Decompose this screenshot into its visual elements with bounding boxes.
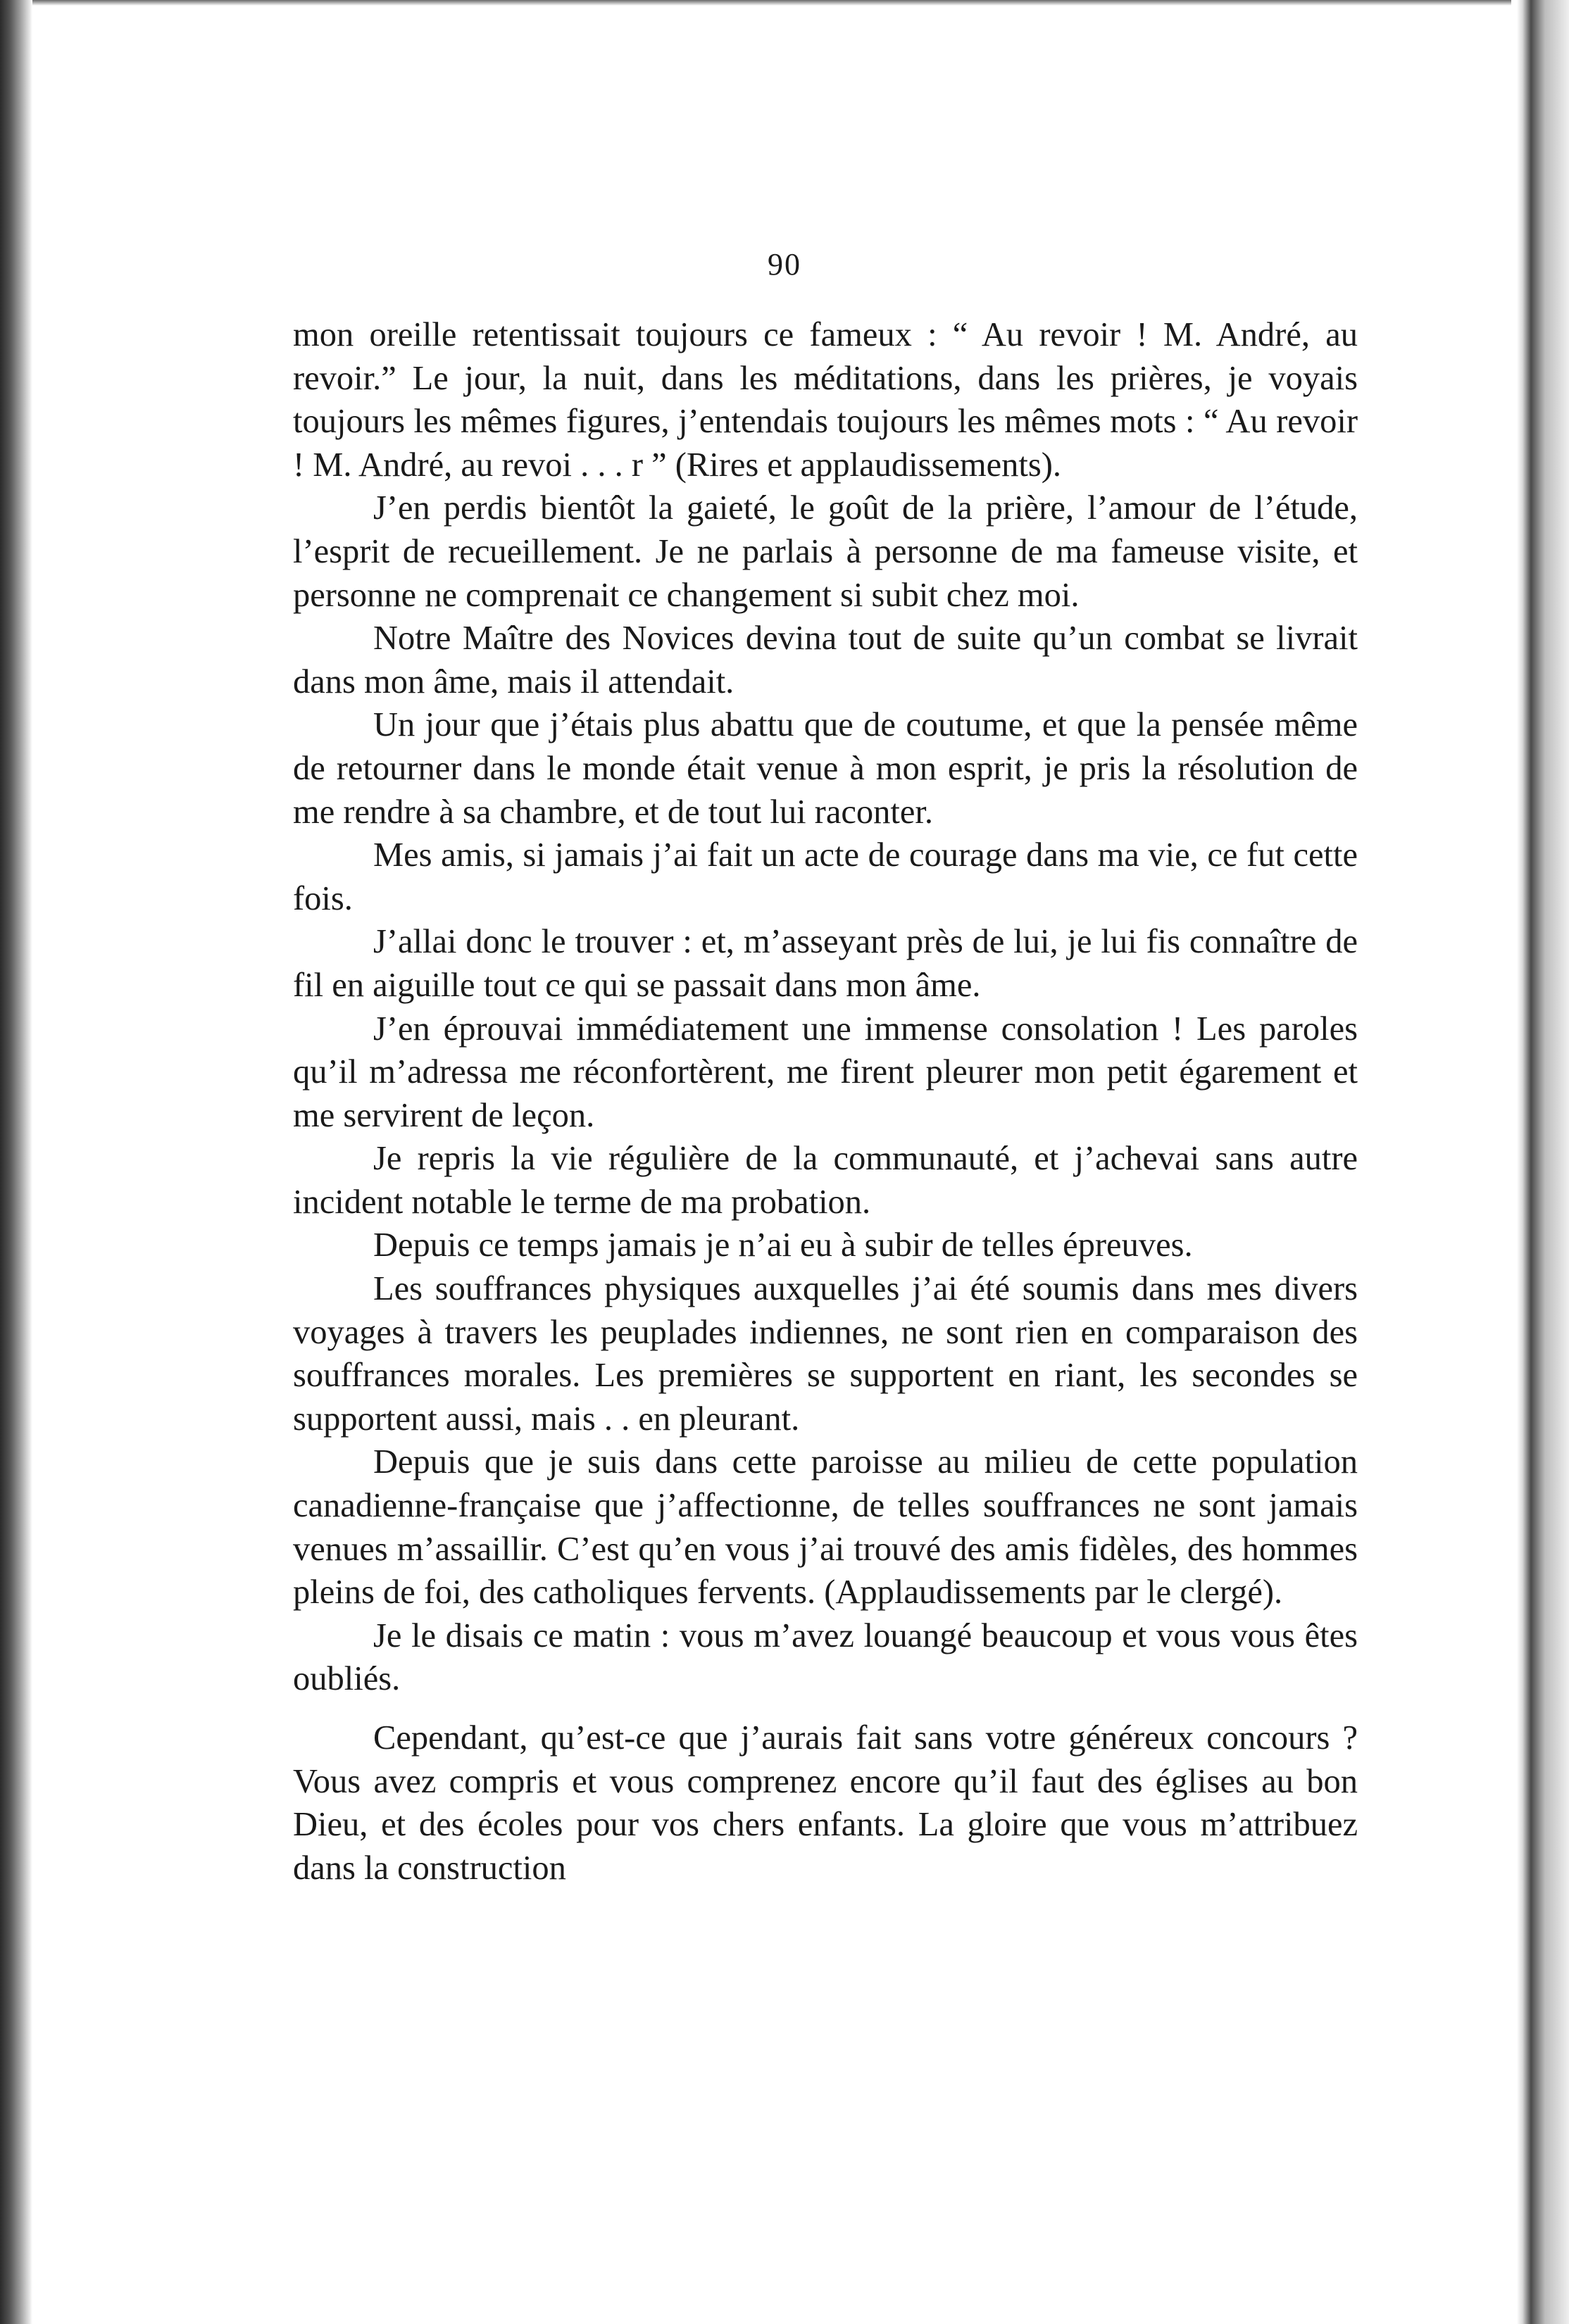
paragraph-5: Mes amis, si jamais j’ai fait un acte de courage dans ma vie, ce fut cette fois. (293, 836, 1358, 917)
paragraph-9: Depuis ce temps jamais je n’ai eu à subir de telles épreuves. (373, 1226, 1193, 1264)
scan-edge-top (32, 0, 1511, 6)
paragraph-1: mon oreille retentissait toujours ce fameux : “ Au revoir ! M. André, au revoir.” Le jour, la nuit, dans les méditations, dans les prières, je voyais toujours les mêmes figures, j’entendais toujours les mêmes mots : “ Au revoir ! M. André, au revoi . . . r ” (Rires et applaudissements). (293, 316, 1358, 484)
paragraph-8: Je repris la vie régulière de la communauté, et j’achevai sans autre incident notable le terme de ma probation. (293, 1140, 1358, 1221)
paragraph-10: Les souffrances physiques auxquelles j’ai été soumis dans mes divers voyages à travers les peuplades indiennes, ne sont rien en comparaison des souffrances morales. Les premières se supportent en riant, les secondes se supportent aussi, mais . . en pleurant. (293, 1270, 1358, 1438)
paragraph-11: Depuis que je suis dans cette paroisse au milieu de cette population canadienne-française que j’affectionne, de telles souffrances ne sont jamais venues m’assaillir. C’est qu’en vous j’ai trouvé des amis fidèles, des hommes pleins de foi, des catholiques fervents. (Applaudissements par le clergé). (293, 1443, 1358, 1612)
paragraph-12: Je le disais ce matin : vous m’avez louangé beaucoup et vous vous êtes oubliés. (293, 1616, 1358, 1698)
paragraph-6: J’allai donc le trouver : et, m’asseyant près de lui, je lui fis connaître de fil en aiguille tout ce qui se passait dans mon âme. (293, 923, 1358, 1004)
scan-edge-right (1517, 0, 1569, 2324)
scan-edge-left (0, 0, 32, 2324)
page-number: 90 (768, 247, 801, 282)
paragraph-3: Notre Maître des Novices devina tout de suite qu’un combat se livrait dans mon âme, mais il attendait. (293, 620, 1358, 701)
text-body (293, 313, 1358, 1890)
paragraph-2: J’en perdis bientôt la gaieté, le goût de la prière, l’amour de l’étude, l’esprit de recueillement. Je ne parlais à personne de ma fameuse visite, et personne ne comprenait ce changement si subit chez moi. (293, 489, 1358, 614)
paragraph-7: J’en éprouvai immédiatement une immense consolation ! Les paroles qu’il m’adressa me réconfortèrent, me firent pleurer mon petit égarement et me servirent de leçon. (293, 1010, 1358, 1134)
paragraph-13: Cependant, qu’est-ce que j’aurais fait sans votre généreux concours ? Vous avez compris et vous comprenez encore qu’il faut des églises au bon Dieu, et des écoles pour vos chers enfants. La gloire que vous m’attribuez dans la construction (293, 1719, 1358, 1887)
paragraph-4: Un jour que j’étais plus abattu que de coutume, et que la pensée même de retourner dans le monde était venue à mon esprit, je pris la résolution de me rendre à sa chambre, et de tout lui raconter. (293, 706, 1358, 831)
